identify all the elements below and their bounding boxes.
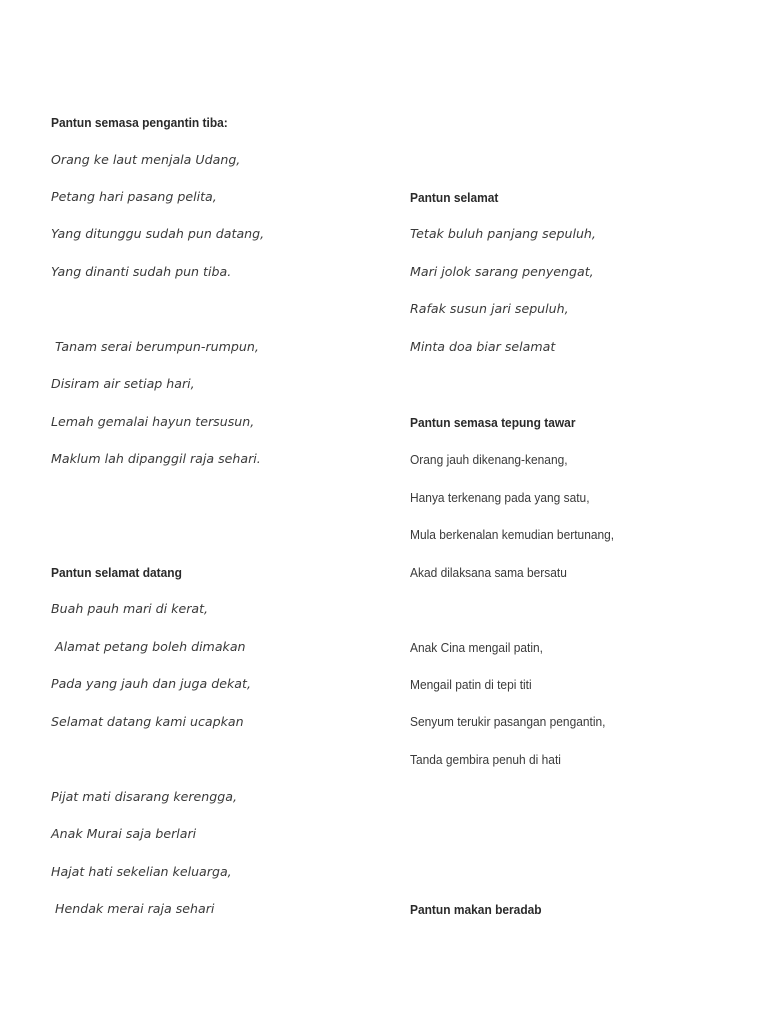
poem-line: Selamat datang kami ucapkan: [51, 714, 244, 729]
poem-line: Pada yang jauh dan juga dekat,: [51, 676, 251, 691]
poem-line: Petang hari pasang pelita,: [51, 189, 217, 204]
poem-line: Hanya terkenang pada yang satu,: [410, 490, 590, 505]
poem-line: Senyum terukir pasangan pengantin,: [410, 714, 606, 729]
poem-line: Minta doa biar selamat: [410, 339, 556, 354]
poem-line: Buah pauh mari di kerat,: [51, 601, 209, 616]
poem-line: Tanda gembira penuh di hati: [410, 752, 561, 767]
poem-line: Hendak merai raja sehari: [51, 901, 215, 916]
poem-line: Anak Murai saja berlari: [51, 826, 197, 841]
poem-line: Mula berkenalan kemudian bertunang,: [410, 527, 615, 542]
poem-line: Anak Cina mengail patin,: [410, 640, 543, 655]
section-heading: Pantun semasa pengantin tiba:: [51, 115, 228, 130]
poem-line: Yang ditunggu sudah pun datang,: [51, 226, 265, 241]
poem-line: Tanam serai berumpun-rumpun,: [51, 339, 259, 354]
poem-line: Tetak buluh panjang sepuluh,: [410, 226, 596, 241]
poem-line: Mengail patin di tepi titi: [410, 677, 532, 692]
poem-line: Disiram air setiap hari,: [51, 376, 195, 391]
poem-line: Orang ke laut menjala Udang,: [51, 152, 241, 167]
poem-line: Alamat petang boleh dimakan: [51, 639, 246, 654]
poem-line: Pijat mati disarang kerengga,: [51, 789, 237, 804]
poem-line: Yang dinanti sudah pun tiba.: [51, 264, 232, 279]
poem-line: Akad dilaksana sama bersatu: [410, 565, 567, 580]
poem-line: Rafak susun jari sepuluh,: [410, 301, 569, 316]
poem-line: Hajat hati sekelian keluarga,: [51, 864, 232, 879]
section-heading: Pantun makan beradab: [410, 902, 542, 917]
poem-line: Mari jolok sarang penyengat,: [410, 264, 594, 279]
section-heading: Pantun selamat datang: [51, 565, 182, 580]
poem-line: Orang jauh dikenang-kenang,: [410, 452, 568, 467]
section-heading: Pantun selamat: [410, 190, 499, 205]
section-heading: Pantun semasa tepung tawar: [410, 415, 576, 430]
poem-line: Maklum lah dipanggil raja sehari.: [51, 451, 261, 466]
poem-line: Lemah gemalai hayun tersusun,: [51, 414, 255, 429]
